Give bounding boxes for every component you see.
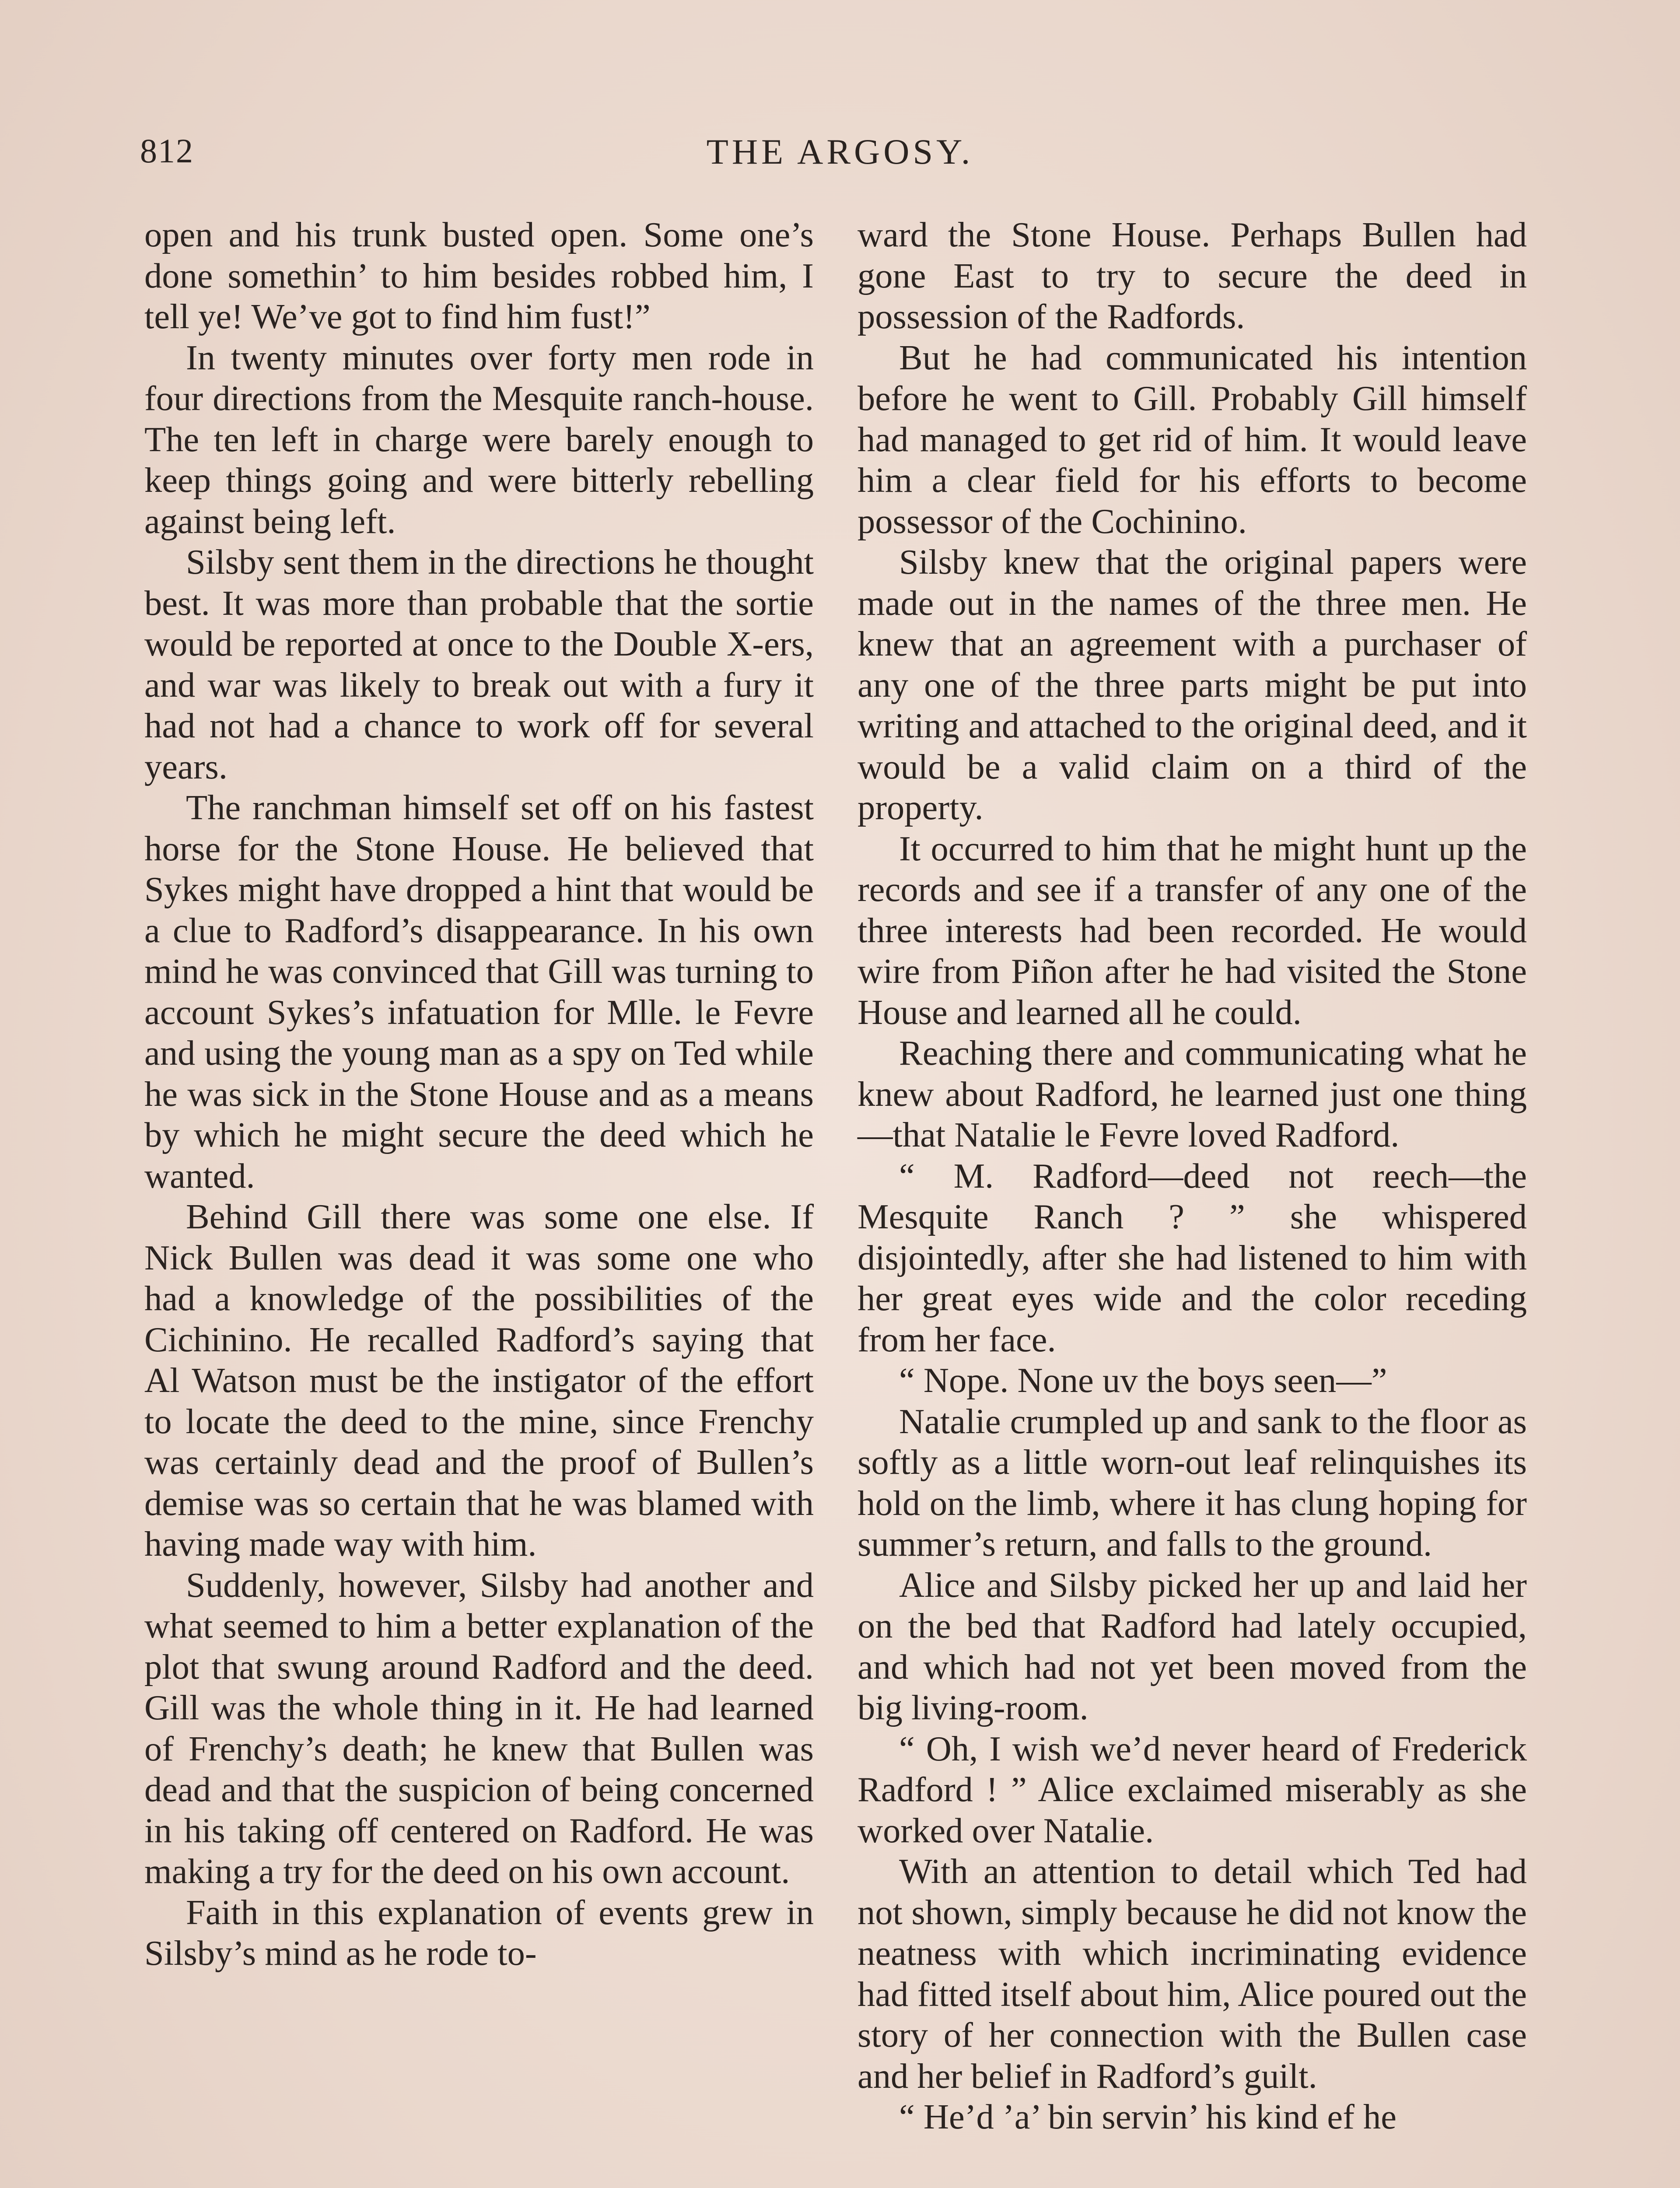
- paragraph: Reaching there and communicating what he knew about Radford, he learned just one thing—that Natalie le Fevre loved Radford.: [858, 1034, 1527, 1154]
- right-column: [858, 214, 1527, 2138]
- paragraph: Natalie crumpled up and sank to the floor as softly as a little worn-out leaf relinquishes its hold on the limb, where it has clung hoping for summer’s return, and falls to the ground.: [858, 1402, 1527, 1564]
- paragraph: The ranchman himself set off on his fastest horse for the Stone House. He believed that Sykes might have dropped a hint that would be a clue to Radford’s disappearance. In his own mind he was convinced that Gill was turning to account Sykes’s infatuation for Mlle. le Fevre and using the young man as a spy on Ted while he was sick in the Stone House and as a means by which he might secure the deed which he wanted.: [144, 788, 814, 1196]
- page-header: [140, 131, 1540, 179]
- paragraph: It occurred to him that he might hunt up the records and see if a transfer of any one of the three interests had been recorded. He would wire from Piñon after he had visited the Stone House and learned all he could.: [858, 829, 1527, 1032]
- paragraph: With an attention to detail which Ted had not shown, simply because he did not know the neatness with which incriminating evidence had fitted itself about him, Alice poured out the story of her connection with the Bullen case and her belief in Radford’s guilt.: [858, 1852, 1527, 2096]
- paragraph: Silsby sent them in the directions he thought best. It was more than probable that the sortie would be reported at once to the Double X-ers, and war was likely to break out with a fury it had not had a chance to work off for several years.: [144, 543, 814, 786]
- paragraph: Suddenly, however, Silsby had another and what seemed to him a better explanation of the plot that swung around Radford and the deed. Gill was the whole thing in it. He had learned of Frenchy’s death; he knew that Bullen was dead and that the suspicion of being concerned in his taking off centered on Radford. He was making a try for the deed on his own account.: [144, 1565, 814, 1891]
- paragraph: But he had communicated his intention before he went to Gill. Probably Gill himself had managed to get rid of him. It would leave him a clear field for his efforts to become possessor of the Cochinino.: [858, 338, 1527, 541]
- left-column: [144, 214, 814, 1974]
- paragraph: “ Nope. None uv the boys seen—”: [899, 1361, 1387, 1400]
- running-head: THE ARGOSY.: [706, 132, 974, 172]
- paragraph: “ He’d ’a’ bin servin’ his kind ef he: [899, 2097, 1397, 2136]
- paragraph: Silsby knew that the original papers were made out in the names of the three men. He knew that an agreement with a purchaser of any one of the three parts might be put into writing and attached to the original deed, and it would be a valid claim on a third of the property.: [858, 543, 1527, 827]
- paragraph: Behind Gill there was some one else. If Nick Bullen was dead it was some one who had a knowledge of the possibilities of the Cichinino. He recalled Radford’s saying that Al Watson must be the instigator of the effort to locate the deed to the mine, since Frenchy was certainly dead and the proof of Bullen’s demise was so certain that he was blamed with having made way with him.: [144, 1197, 814, 1564]
- page-number: 812: [140, 132, 194, 170]
- paragraph: “ M. Radford—deed not reech—the Mesquite Ranch ? ” she whispered disjointedly, after she had listened to him with her great eyes wide and the color receding from her face.: [858, 1156, 1527, 1359]
- paragraph: open and his trunk busted open. Some one’s done somethin’ to him besides robbed him, I tell ye! We’ve got to find him fust!”: [144, 215, 814, 336]
- paragraph: “ Oh, I wish we’d never heard of Frederick Radford ! ” Alice exclaimed miserably as she worked over Natalie.: [858, 1729, 1527, 1850]
- paragraph: In twenty minutes over forty men rode in four directions from the Mesquite ranch-house. The ten left in charge were barely enough to keep things going and were bitterly rebelling against being left.: [144, 338, 814, 541]
- paragraph: ward the Stone House. Perhaps Bullen had gone East to try to secure the deed in possession of the Radfords.: [858, 215, 1527, 336]
- paragraph: Alice and Silsby picked her up and laid her on the bed that Radford had lately occupied, and which had not yet been moved from the big living-room.: [858, 1565, 1527, 1727]
- paragraph: Faith in this explanation of events grew in Silsby’s mind as he rode to-: [144, 1893, 814, 1973]
